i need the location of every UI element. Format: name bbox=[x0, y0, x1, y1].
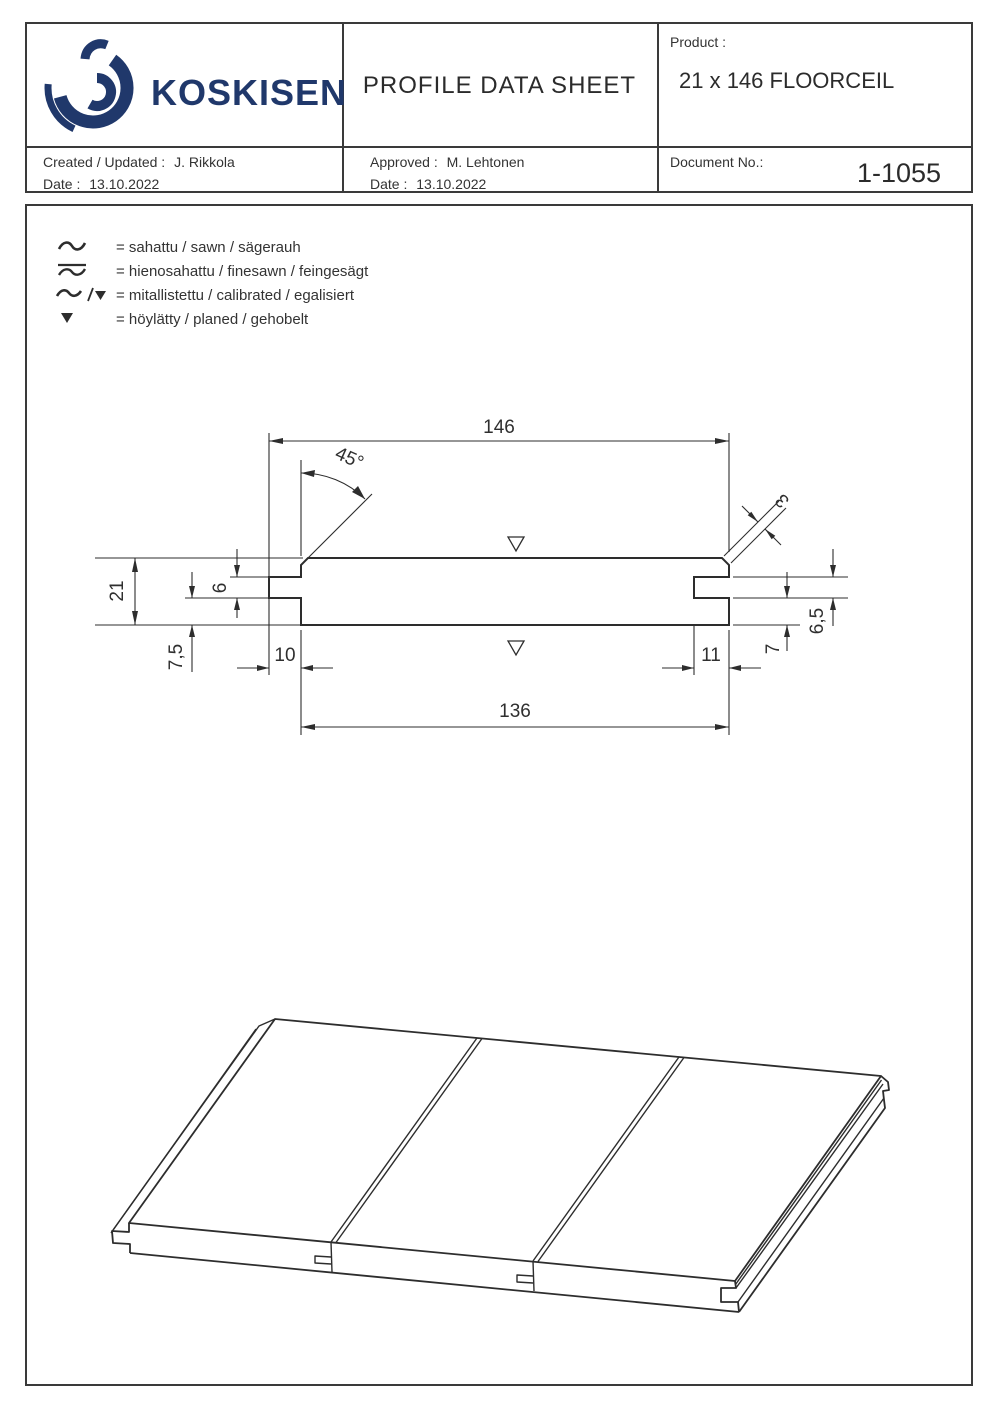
dim-groove-depth: 11 bbox=[701, 645, 721, 666]
product-value: 21 x 146 FLOORCEIL bbox=[679, 68, 895, 93]
planed-mark-bottom-icon bbox=[508, 641, 524, 655]
brand-wordmark: KOSKISEN bbox=[151, 72, 348, 113]
dim-tongue-thickness: 6 bbox=[210, 582, 231, 594]
profile-cross-section bbox=[269, 558, 729, 625]
dim-width-body: 136 bbox=[499, 701, 531, 722]
dim-tongue-bottom-offset: 7,5 bbox=[166, 643, 187, 671]
dim-chamfer-size: 3 bbox=[771, 489, 794, 512]
dim-groove-width: 6,5 bbox=[807, 607, 828, 635]
dim-width-total: 146 bbox=[483, 417, 515, 438]
legend-row-sawn: = sahattu / sawn / sägerauh bbox=[116, 239, 301, 256]
page-title: PROFILE DATA SHEET bbox=[362, 72, 637, 99]
dim-chamfer-angle: 45° bbox=[331, 443, 367, 474]
isometric-board-view bbox=[112, 1019, 889, 1312]
approved-label: Approved : bbox=[370, 154, 438, 170]
document-no-value: 1-1055 bbox=[857, 158, 942, 188]
document-no-label: Document No.: bbox=[670, 154, 764, 170]
legend-row-planed: = höylätty / planed / gehobelt bbox=[116, 311, 309, 328]
dim-thickness: 21 bbox=[107, 580, 128, 602]
created-value: J. Rikkola bbox=[174, 154, 235, 170]
planed-mark-top-icon bbox=[508, 537, 524, 551]
legend-row-calibrated: = mitallistettu / calibrated / egalisiert bbox=[116, 287, 355, 304]
isometric-board-details bbox=[111, 1019, 884, 1302]
created-label: Created / Updated : bbox=[43, 154, 166, 170]
product-label: Product : bbox=[670, 34, 727, 50]
created-date-label: Date : bbox=[43, 176, 81, 192]
approved-date-label: Date : bbox=[370, 176, 408, 192]
created-date-value: 13.10.2022 bbox=[89, 176, 160, 192]
approved-date-value: 13.10.2022 bbox=[416, 176, 487, 192]
approved-value: M. Lehtonen bbox=[446, 154, 525, 170]
legend-row-finesawn: = hienosahattu / finesawn / feingesägt bbox=[116, 263, 369, 280]
dim-groove-bottom-offset: 7 bbox=[763, 643, 784, 655]
dim-tongue-length: 10 bbox=[274, 645, 296, 666]
